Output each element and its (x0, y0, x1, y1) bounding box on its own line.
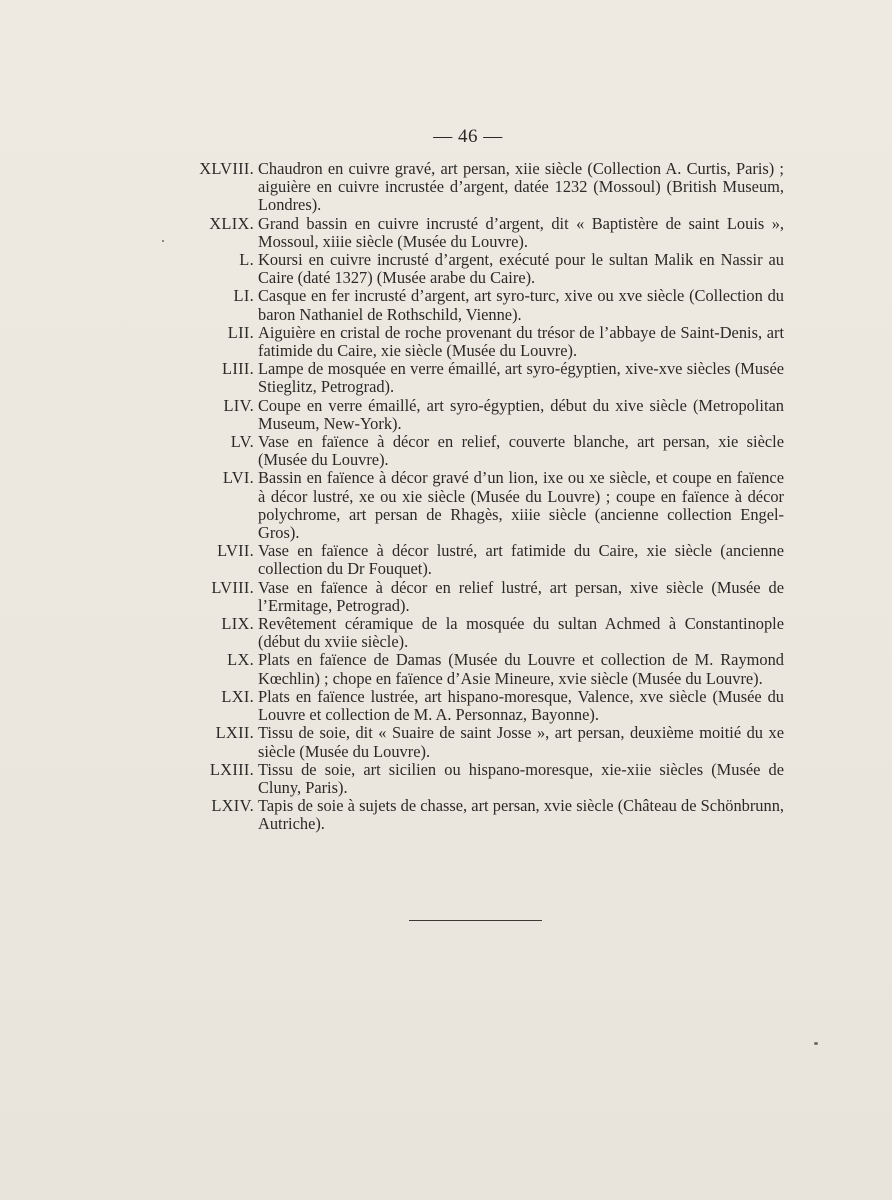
plate-number: LV. (230, 432, 254, 452)
plate-description: Vase en faïence à décor en relief lustré, art persan, xive siècle (Musée de l’Ermitage, Petrograd). (258, 577, 784, 615)
plate-number: LXIII. (209, 759, 254, 779)
plate-entry (188, 433, 784, 469)
plate-description: Coupe en verre émaillé, art syro-égyptien, début du xive siècle (Metropolitan Museum, New-York). (258, 395, 784, 433)
plate-entry (188, 215, 784, 251)
plate-number: LVII. (217, 541, 254, 561)
plate-entry (188, 542, 784, 578)
plate-number: XLIX. (209, 213, 254, 233)
plate-description: Plats en faïence lustrée, art hispano-moresque, Valence, xve siècle (Musée du Louvre et collection de M. A. Personnaz, Bayonne). (258, 686, 784, 725)
plate-entry (188, 324, 784, 360)
plate-entry (188, 761, 784, 797)
plate-number: LXII. (215, 723, 254, 743)
plate-entry (188, 651, 784, 687)
plate-description: Grand bassin en cuivre incrusté d’argent, dit « Baptistère de saint Louis », Mossoul, xiiie siècle (Musée du Louvre). (258, 213, 784, 251)
plate-description: Vase en faïence à décor lustré, art fatimide du Caire, xie siècle (ancienne collection du Dr Fouquet). (258, 541, 784, 579)
plate-entry (188, 160, 784, 215)
plate-list (188, 160, 784, 834)
plate-entry (188, 397, 784, 433)
paper-speck (162, 240, 164, 242)
plate-entry (188, 615, 784, 651)
plate-description: Tissu de soie, dit « Suaire de saint Josse », art persan, deuxième moitié du xe siècle (Musée du Louvre). (258, 723, 784, 761)
plate-entry (188, 579, 784, 615)
page-number: — 46 — (433, 126, 503, 147)
plate-number: LX. (227, 650, 254, 670)
plate-description: Revêtement céramique de la mosquée du sultan Achmed à Constantinople (début du xviie siècle). (258, 614, 784, 652)
plate-number: LVIII. (211, 577, 254, 597)
plate-description: Casque en fer incrusté d’argent, art syro-turc, xive ou xve siècle (Collection du baron Nathaniel de Rothschild, Vienne). (258, 286, 784, 324)
plate-description: Koursi en cuivre incrusté d’argent, exécuté pour le sultan Malik en Nassir au Caire (daté 1327) (Musée arabe du Caire). (258, 250, 784, 288)
plate-entry (188, 724, 784, 760)
plate-description: Tissu de soie, art sicilien ou hispano-moresque, xie-xiie siècles (Musée de Cluny, Paris). (258, 759, 784, 797)
plate-number: L. (239, 250, 254, 270)
plate-description: Plats en faïence de Damas (Musée du Louvre et collection de M. Raymond Kœchlin) ; chope en faïence d’Asie Mineure, xvie siècle (Musée du Louvre). (258, 650, 784, 688)
plate-entry (188, 251, 784, 287)
plate-number: LVI. (222, 468, 254, 488)
plate-number: LXI. (221, 686, 254, 706)
plate-entry (188, 360, 784, 396)
plate-entry (188, 287, 784, 323)
plate-number: LIX. (221, 614, 254, 634)
plate-entry (188, 688, 784, 724)
plate-number: LI. (233, 286, 254, 306)
plate-number: LIV. (223, 395, 254, 415)
plate-number: LII. (227, 322, 254, 342)
plate-description: Bassin en faïence à décor gravé d’un lion, ixe ou xe siècle, et coupe en faïence à décor lustré, xe ou xie siècle (Musée du Louvre) ; coupe en faïence à décor polychrome, art persan de Rhagès, xiiie siècle (ancienne collection Engel-Gros). (258, 468, 784, 543)
plate-entry (188, 797, 784, 833)
plate-number: LIII. (222, 359, 254, 379)
plate-description: Aiguière en cristal de roche provenant du trésor de l’abbaye de Saint-Denis, art fatimide du Caire, xie siècle (Musée du Louvre). (258, 322, 784, 361)
plate-description: Tapis de soie à sujets de chasse, art persan, xvie siècle (Château de Schönbrunn, Autriche). (258, 796, 784, 834)
plate-description: Lampe de mosquée en verre émaillé, art syro-égyptien, xive-xve siècles (Musée Stieglitz, Petrograd). (258, 359, 784, 397)
paper-speck (814, 1042, 818, 1045)
plate-number: LXIV. (211, 796, 254, 816)
plate-number: XLVIII. (199, 159, 254, 178)
closing-rule (409, 920, 542, 921)
plate-description: Chaudron en cuivre gravé, art persan, xiie siècle (Collection A. Curtis, Paris) ; aiguière en cuivre incrustée d’argent, datée 1232 (Mossoul) (British Museum, Londres). (258, 159, 784, 215)
plate-description: Vase en faïence à décor en relief, couverte blanche, art persan, xie siècle (Musée du Louvre). (258, 432, 784, 470)
plate-entry (188, 469, 784, 542)
